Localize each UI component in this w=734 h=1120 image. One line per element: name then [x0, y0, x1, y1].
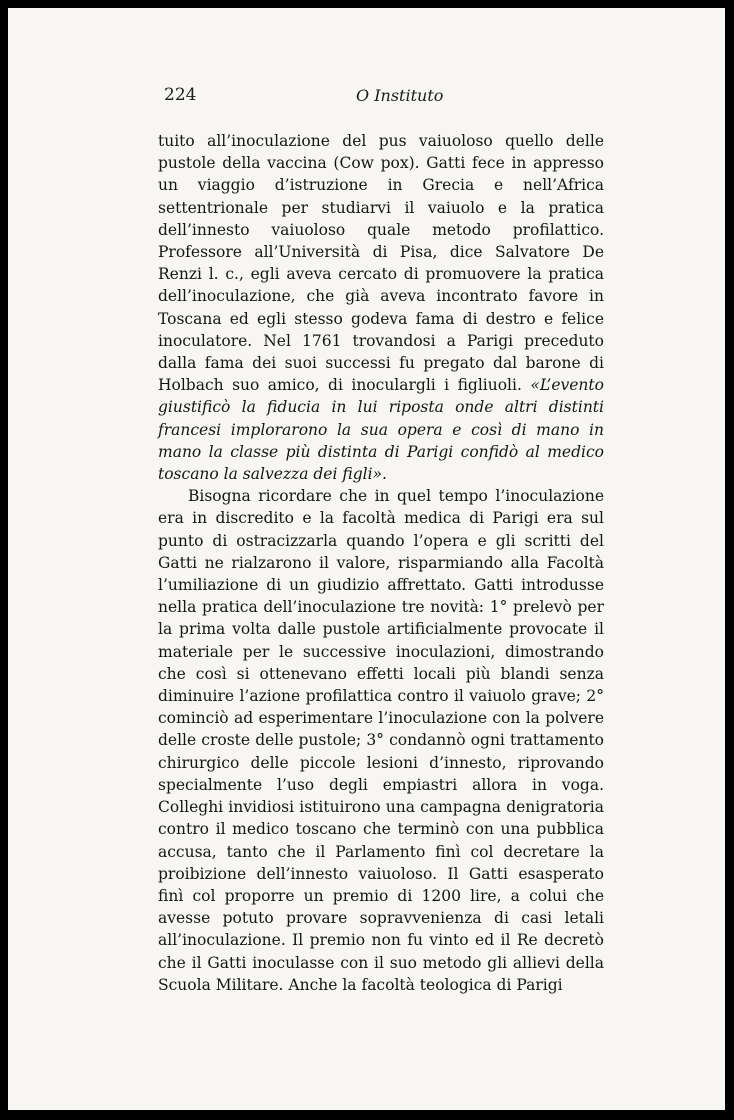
page-number: 224 [164, 85, 197, 105]
paragraph-1-text: tuito all’inoculazione del pus vaiuoloso quello delle pustole della vaccina (Cow pox). Gatti fece in appresso un viaggio d’istruzione in Grecia e nell’Africa settentrionale per studiarvi il vaiuolo e la pratica dell’innesto vaiuoloso quale metodo profilattico. Professore all’Università di Pisa, dice Salvatore De Renzi l. c., egli aveva cercato di promuovere la pratica dell’inoculazione, che già aveva incontrato favore in Toscana ed egli stesso godeva fama di destro e felice inoculatore. Nel 1761 trovandosi a Parigi preceduto dalla fama dei suoi successi fu pregato dal barone di Holbach suo amico, di inoculargli i figliuoli. [158, 132, 604, 395]
book-page [8, 8, 725, 1110]
paragraph-1-quote: «L’evento giustificò la fiducia in lui riposta onde altri distinti francesi implorarono la sua opera e così di mano in mano la classe più distinta di Parigi confidò al medico toscano la salvezza dei figli». [158, 376, 604, 484]
body-text [158, 130, 604, 996]
running-title: O Instituto [356, 86, 444, 105]
paragraph-2-text: Bisogna ricordare che in quel tempo l’inoculazione era in discredito e la facoltà medica di Parigi era sul punto di ostracizzarla quando l’opera e gli scritti del Gatti ne rialzarono il valore, risparmiando alla Facoltà l’umiliazione di un giudizio affrettato. Gatti introdusse nella pratica dell’inoculazione tre novità: 1° prelevò per la prima volta dalle pustole artificialmente provocate il materiale per le successive inoculazioni, dimostrando che così si ottenevano effetti locali più blandi senza diminuire l’azione profilattica contro il vaiuolo grave; 2° cominciò ad esperimentare l’inoculazione con la polvere delle croste delle pustole; 3° condannò ogni trattamento chirurgico delle piccole lesioni d’innesto, riprovando specialmente l’uso degli empiastri allora in voga. Colleghi invidiosi istituirono una campagna denigratoria contro il medico toscano che terminò con una pubblica accusa, tanto che il Parlamento finì col decretare la proibizione dell’innesto vaiuoloso. Il Gatti esasperato finì col proporre un premio di 1200 lire, a colui che avesse potuto provare sopravvenienza di casi letali all’inoculazione. Il premio non fu vinto ed il Re decretò che il Gatti inoculasse con il suo metodo gli allievi della Scuola Militare. Anche la facoltà teologica di Parigi [158, 487, 604, 994]
paragraph-1 [158, 130, 604, 485]
page-header [158, 81, 638, 113]
paragraph-2 [158, 485, 604, 996]
